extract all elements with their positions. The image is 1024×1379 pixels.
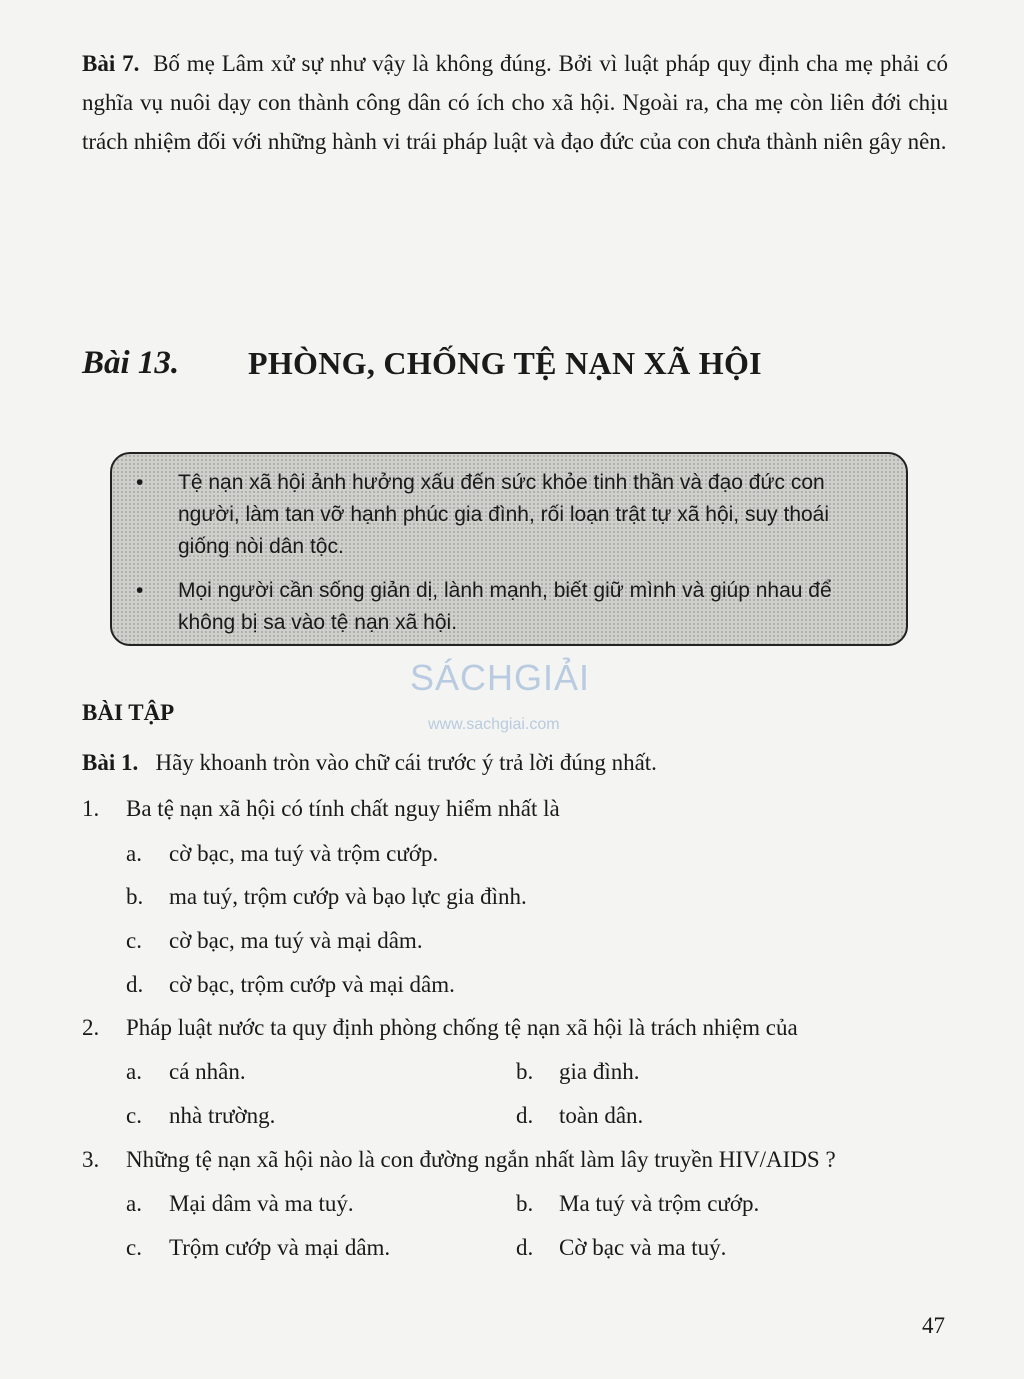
option-letter: d. (516, 1103, 534, 1128)
option-letter: b. (516, 1059, 534, 1084)
bai1-label: Bài 1. (82, 750, 139, 775)
question-number: 2. (82, 1015, 100, 1040)
question-text: Những tệ nạn xã hội nào là con đường ngắn nhất làm lây truyền HIV/AIDS ? (126, 1147, 836, 1172)
option-text: Ma tuý và trộm cướp. (559, 1191, 760, 1216)
option-letter: d. (516, 1235, 534, 1260)
option-text: nhà trường. (169, 1103, 276, 1128)
bullet-icon: • (136, 579, 144, 602)
summary-item (112, 467, 884, 563)
option-text: cá nhân. (169, 1059, 246, 1084)
option-letter: d. (126, 972, 144, 997)
option-letter: b. (126, 884, 144, 909)
question-text: Pháp luật nước ta quy định phòng chống tệ nạn xã hội là trách nhiệm của (126, 1015, 798, 1040)
exercises-heading: BÀI TẬP (82, 700, 175, 725)
summary-item-text: Mọi người cần sống giản dị, lành mạnh, biết giữ mình và giúp nhau để không bị sa vào tệ nạn xã hội. (178, 579, 832, 634)
option-text: cờ bạc, ma tuý và mại dâm. (169, 928, 423, 953)
question-text: Ba tệ nạn xã hội có tính chất nguy hiểm nhất là (126, 796, 560, 821)
option-letter: c. (126, 1235, 142, 1260)
watermark-brand: SÁCHGIẢI (410, 657, 591, 698)
bai7-text: Bố mẹ Lâm xử sự như vậy là không đúng. Bởi vì luật pháp quy định cha mẹ phải có nghĩa vụ nuôi dạy con thành công dân có ích cho xã hội. Ngoài ra, cha mẹ còn liên đới chịu trách nhiệm đối với những hành vi trái pháp luật và đạo đức của con chưa thành niên gây nên. (82, 51, 949, 154)
option-text: gia đình. (559, 1059, 640, 1084)
bai1-text: Hãy khoanh tròn vào chữ cái trước ý trả lời đúng nhất. (155, 750, 657, 775)
option-text: Mại dâm và ma tuý. (169, 1191, 354, 1216)
summary-item-text: Tệ nạn xã hội ảnh hưởng xấu đến sức khỏe tinh thần và đạo đức con người, làm tan vỡ hạnh phúc gia đình, rối loạn trật tự xã hội, suy thoái giống nòi dân tộc. (178, 471, 830, 558)
bullet-icon: • (136, 471, 144, 494)
option-text: ma tuý, trộm cướp và bạo lực gia đình. (169, 884, 527, 909)
option-text: cờ bạc, trộm cướp và mại dâm. (169, 972, 455, 997)
option-text: toàn dân. (559, 1103, 644, 1128)
bai7-label: Bài 7. (82, 51, 140, 76)
page-number: 47 (922, 1313, 945, 1338)
lesson-title: PHÒNG, CHỐNG TỆ NẠN XÃ HỘI (248, 345, 762, 381)
option-text: Cờ bạc và ma tuý. (559, 1235, 727, 1260)
question-number: 1. (82, 796, 100, 821)
option-letter: c. (126, 928, 142, 953)
option-letter: a. (126, 1191, 142, 1216)
option-letter: a. (126, 841, 142, 866)
option-letter: a. (126, 1059, 142, 1084)
bai7-paragraph (82, 44, 948, 161)
option-letter: b. (516, 1191, 534, 1216)
watermark-url: www.sachgiai.com (428, 716, 560, 733)
summary-item (112, 575, 884, 639)
lesson-number: Bài 13. (82, 345, 180, 381)
question-number: 3. (82, 1147, 100, 1172)
option-letter: c. (126, 1103, 142, 1128)
option-text: cờ bạc, ma tuý và trộm cướp. (169, 841, 439, 866)
summary-box (110, 452, 908, 646)
option-text: Trộm cướp và mại dâm. (169, 1235, 391, 1260)
bai1-instruction (82, 749, 657, 777)
